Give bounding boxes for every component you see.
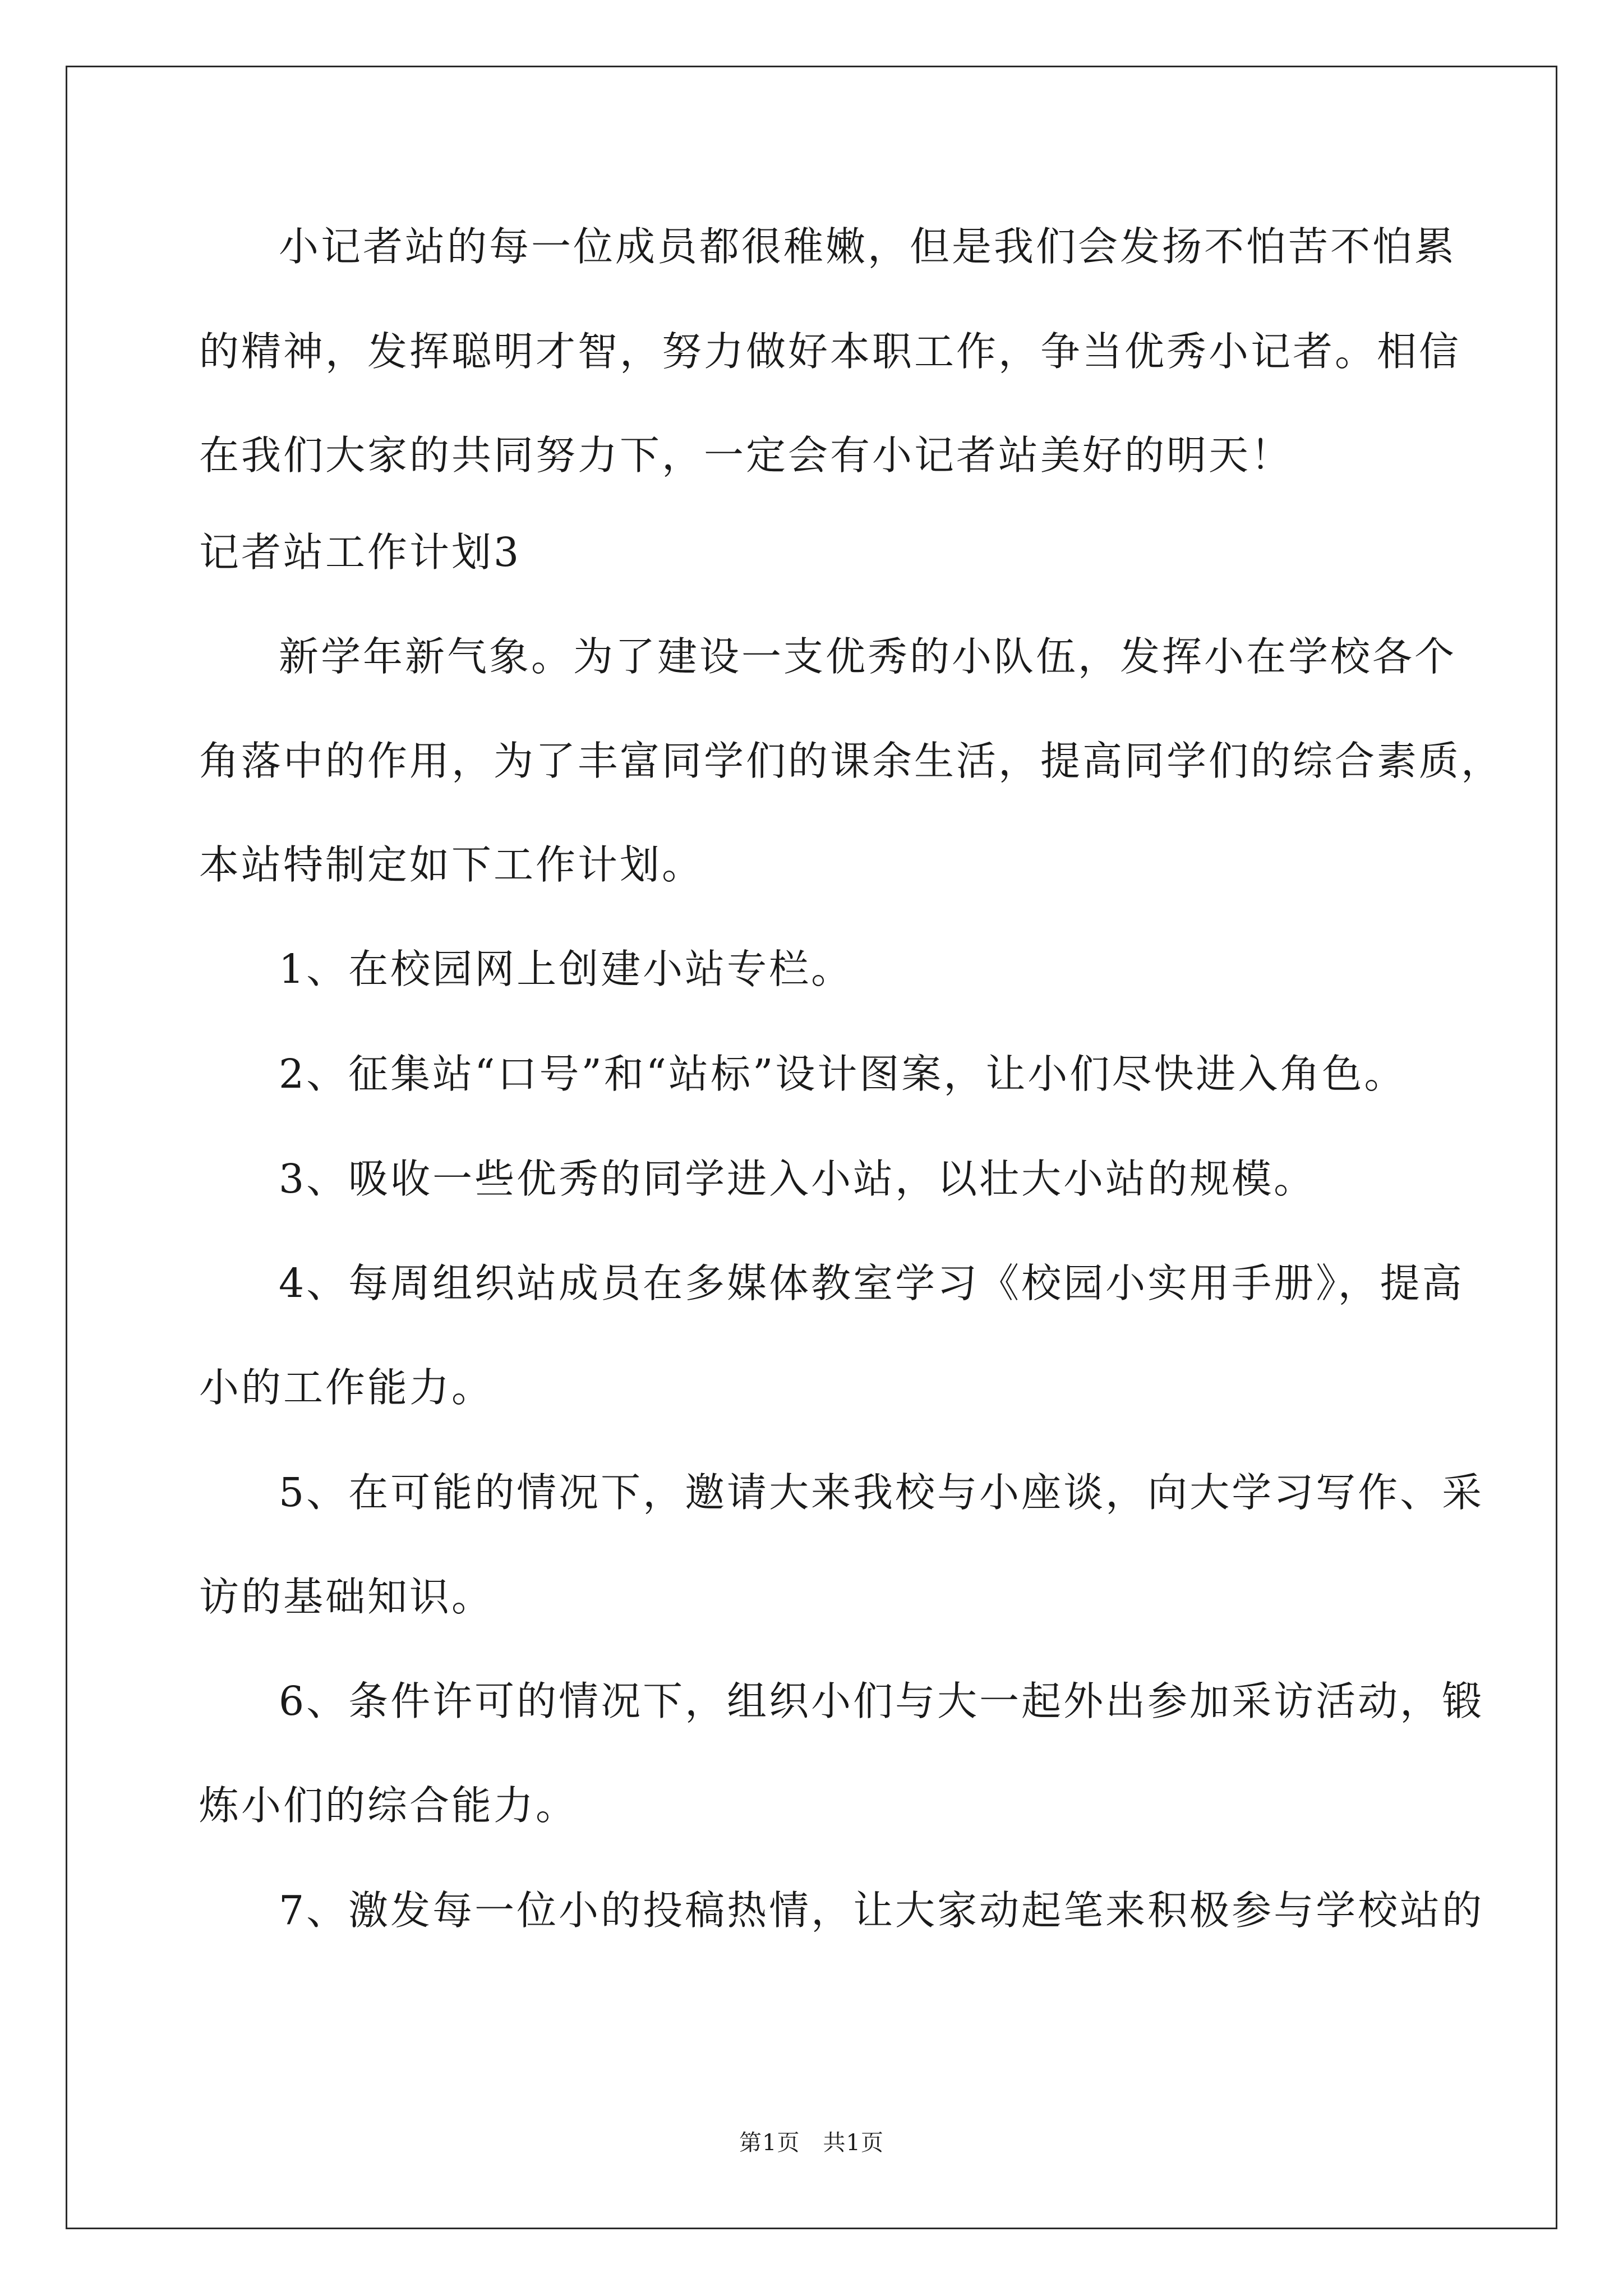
paragraph-line: 小记者站的每一位成员都很稚嫩，但是我们会发扬不怕苦不怕累 [279,223,1457,270]
paragraph-line: 角落中的作用，为了丰富同学们的课余生活，提高同学们的综合素质， [199,738,1504,784]
paragraph-line: 在我们大家的共同努力下，一定会有小记者站美好的明天！ [199,432,1293,478]
list-item: 3、吸收一些优秀的同学进入小站，以壮大小站的规模。 [279,1156,1316,1202]
list-item-continuation: 炼小们的综合能力。 [199,1782,578,1829]
list-item: 4、每周组织站成员在多媒体教室学习《校园小实用手册》，提高 [279,1260,1464,1306]
paragraph-line: 的精神，发挥聪明才智，努力做好本职工作，争当优秀小记者。相信 [199,328,1461,375]
list-item-continuation: 小的工作能力。 [199,1364,494,1411]
section-heading: 记者站工作计划3 [199,529,522,576]
paragraph-line: 本站特制定如下工作计划。 [199,841,704,888]
paragraph-line: 新学年新气象。为了建设一支优秀的小队伍，发挥小在学校各个 [279,633,1457,680]
page-footer: 第1页 共1页 [739,2130,884,2156]
list-item: 6、条件许可的情况下，组织小们与大一起外出参加采访活动，锻 [279,1678,1484,1724]
list-item: 2、征集站“口号”和“站标”设计图案，让小们尽快进入角色。 [279,1051,1407,1097]
list-item-continuation: 访的基础知识。 [199,1573,494,1620]
list-item: 1、在校园网上创建小站专栏。 [279,946,854,992]
list-item: 5、在可能的情况下，邀请大来我校与小座谈，向大学习写作、采 [279,1469,1484,1516]
list-item: 7、激发每一位小的投稿热情，让大家动起笔来积极参与学校站的 [279,1887,1484,1934]
